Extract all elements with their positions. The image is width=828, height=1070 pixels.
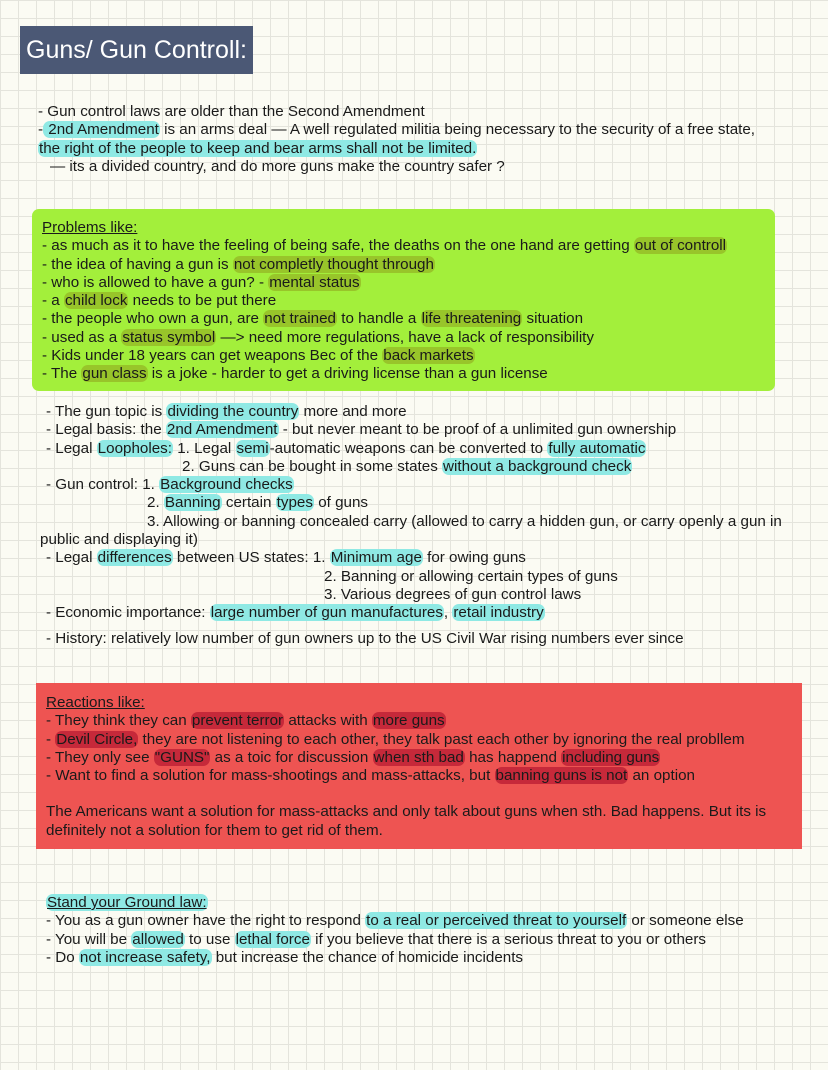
reactions-section bbox=[46, 694, 788, 840]
problems-section bbox=[42, 219, 727, 384]
fact-item: 2. Banning certain types of guns bbox=[147, 494, 369, 512]
syg-item: - You will be allowed to use lethal force if you believe that there is a serious threat to you or others bbox=[46, 930, 706, 948]
fact-item: - Gun control: 1. Background checks bbox=[46, 476, 293, 494]
fact-item: - The gun topic is dividing the country more and more bbox=[46, 403, 407, 420]
problem-item: - used as a status symbol —> need more regulations, have a lack of responsibility bbox=[42, 328, 595, 346]
syg-item: - You as a gun owner have the right to respond to a real or perceived threat to yourself or someone else bbox=[46, 912, 744, 930]
problem-item: - The gun class is a joke - harder to get a driving license than a gun license bbox=[42, 365, 548, 383]
reactions-heading: Reactions like: bbox=[46, 694, 145, 711]
fact-item: 2. Guns can be bought in some states without a background check bbox=[182, 457, 632, 475]
fact-item: - Economic importance: large number of gun manufactures, retail industry bbox=[46, 604, 544, 622]
problem-item: - the idea of having a gun is not completly thought through bbox=[42, 255, 434, 273]
reaction-item: - Want to find a solution for mass-shootings and mass-attacks, but banning guns is not an option bbox=[46, 767, 695, 785]
problem-item: - Kids under 18 years can get weapons Bec of the back markets bbox=[42, 347, 474, 365]
intro-section bbox=[38, 103, 755, 176]
problem-item: - who is allowed to have a gun? - mental status bbox=[42, 273, 360, 291]
reactions-paragraph: The Americans want a solution for mass-attacks and only talk about guns when sth. Bad happens. But its is definitely not a solution for them to get rid of them. bbox=[46, 803, 767, 839]
syg-heading: Stand your Ground law: bbox=[47, 894, 207, 911]
page-title: Guns/ Gun Controll: bbox=[20, 26, 253, 74]
intro-line-4: — its a divided country, and do more guns make the country safer ? bbox=[50, 157, 505, 175]
fact-item: 3. Various degrees of gun control laws bbox=[324, 585, 582, 603]
intro-line-2: - 2nd Amendment is an arms deal — A well regulated militia being necessary to the security of a free state, bbox=[38, 121, 756, 139]
facts-section bbox=[40, 403, 784, 648]
reaction-item: - Devil Circle, they are not listening to each other, they talk past each other by ignoring the real probllem bbox=[46, 730, 745, 748]
intro-line-3: the right of the people to keep and bear arms shall not be limited. bbox=[39, 139, 477, 157]
problems-heading: Problems like: bbox=[42, 219, 138, 236]
syg-item: - Do not increase safety, but increase the chance of homicide incidents bbox=[46, 948, 524, 966]
fact-item: - History: relatively low number of gun owners up to the US Civil War rising numbers ever since bbox=[46, 629, 684, 647]
fact-item: 2. Banning or allowing certain types of guns bbox=[324, 567, 618, 585]
fact-item: - Legal basis: the 2nd Amendment - but never meant to be proof of a unlimited gun ownership bbox=[46, 421, 677, 439]
fact-item: 3. Allowing or banning concealed carry (allowed to carry a hidden gun, or carry openly a gun in public and displaying it) bbox=[40, 512, 782, 549]
intro-line-1: - Gun control laws are older than the Second Amendment bbox=[38, 103, 425, 120]
reaction-item: - They only see "GUNS" as a toic for discussion when sth bad has happend including guns bbox=[46, 748, 660, 766]
problem-item: - as much as it to have the feeling of being safe, the deaths on the one hand are getting out of controll bbox=[42, 237, 727, 255]
problem-item: - the people who own a gun, are not trained to handle a life threatening situation bbox=[42, 310, 584, 328]
fact-item: - Legal differences between US states: 1. Minimum age for owing guns bbox=[46, 549, 526, 567]
reaction-item: - They think they can prevent terror attacks with more guns bbox=[46, 712, 445, 730]
problem-item: - a child lock needs to be put there bbox=[42, 292, 277, 310]
fact-item: - Legal Loopholes: 1. Legal semi-automatic weapons can be converted to fully automatic bbox=[46, 439, 646, 457]
stand-your-ground-section bbox=[46, 894, 744, 967]
